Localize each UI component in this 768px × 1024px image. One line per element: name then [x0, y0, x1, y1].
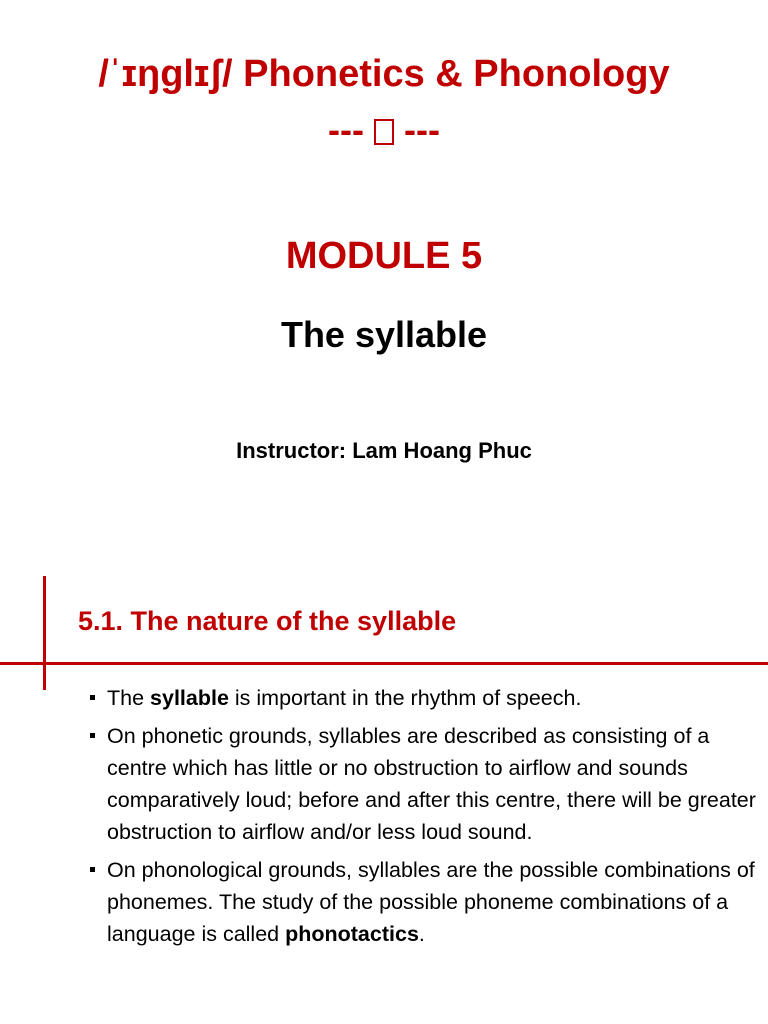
bullet-item	[88, 682, 758, 714]
bullet-text: The	[107, 686, 151, 710]
missing-glyph-box-icon	[374, 119, 394, 145]
module-title: The syllable	[280, 314, 488, 355]
square-bullet-icon	[90, 695, 95, 700]
square-bullet-icon	[90, 733, 95, 738]
bullet-text: On phonetic grounds, syllables are described as consisting of a centre which has little or no obstruction to airflow and sounds comparatively loud; before and after this centre, there will be greater obstruction to airflow and/or less loud sound.	[107, 724, 756, 844]
vertical-accent-rule	[43, 576, 46, 690]
bullet-list	[88, 682, 758, 956]
bullet-text: is important in the rhythm of speech.	[228, 686, 582, 710]
horizontal-accent-rule	[0, 662, 768, 665]
section-heading: 5.1. The nature of the syllable	[78, 606, 457, 636]
module-label: MODULE 5	[285, 235, 483, 277]
course-title: /ˈɪŋglɪʃ/ Phonetics & Phonology	[98, 53, 670, 95]
content-slide	[0, 576, 768, 1024]
square-bullet-icon	[90, 867, 95, 872]
bullet-emphasis: phonotactics	[285, 922, 419, 946]
ornament-dashes-right: ---	[404, 109, 440, 150]
bullet-emphasis: syllable	[150, 686, 229, 710]
instructor-line: Instructor: Lam Hoang Phuc	[236, 438, 532, 463]
bullet-text: On phonological grounds, syllables are the possible combinations of phonemes. The study of the possible phoneme combinations of a language is called	[107, 858, 755, 946]
bullet-text: .	[418, 922, 425, 946]
title-ornament	[0, 108, 768, 152]
bullet-item	[88, 720, 758, 848]
bullet-item	[88, 854, 758, 950]
ornament-dashes-left: ---	[328, 109, 364, 150]
